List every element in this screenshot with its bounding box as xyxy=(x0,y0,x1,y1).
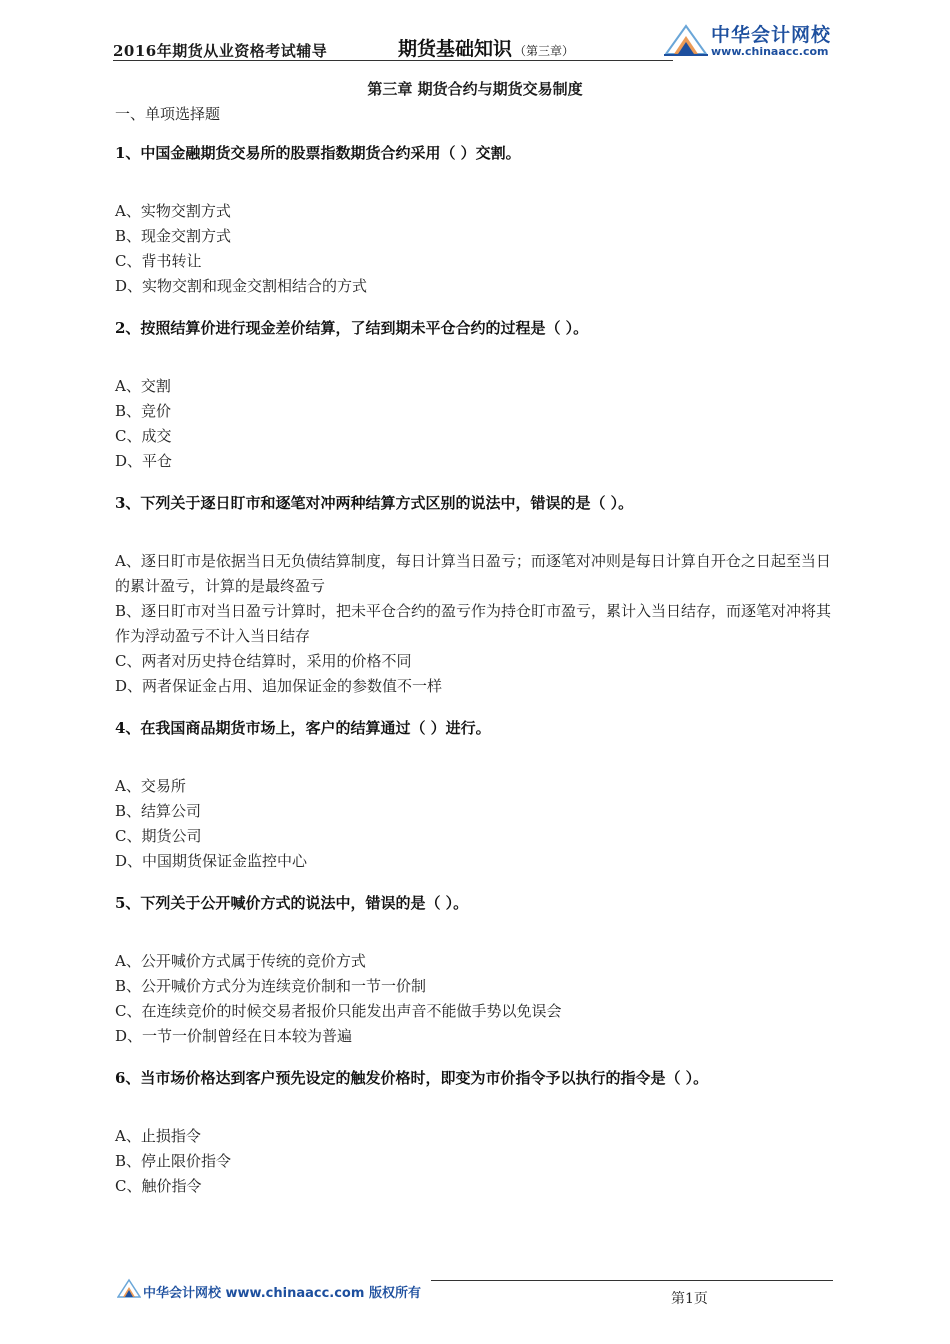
option: B、停止限价指令 xyxy=(115,1152,232,1170)
option-list xyxy=(115,1124,839,1199)
page-number: 第1页 xyxy=(671,1291,708,1307)
logo-url: www.chinaacc.com xyxy=(711,45,829,58)
question-2 xyxy=(115,315,839,474)
option: C、成交 xyxy=(115,427,172,445)
page-header xyxy=(113,18,838,64)
question-text: 6、当市场价格达到客户预先设定的触发价格时，即变为市价指令予以执行的指令是（ ）。 xyxy=(115,1069,709,1087)
question-text: 4、在我国商品期货市场上，客户的结算通过（ ）进行。 xyxy=(115,719,491,737)
option: A、交易所 xyxy=(115,777,186,795)
option-list xyxy=(115,199,839,299)
option: D、两者保证金占用、追加保证金的参数值不一样 xyxy=(115,677,443,695)
question-text: 3、下列关于逐日盯市和逐笔对冲两种结算方式区别的说法中，错误的是（ ）。 xyxy=(115,494,634,512)
option: C、两者对历史持仓结算时，采用的价格不同 xyxy=(115,652,412,670)
option: B、竞价 xyxy=(115,402,172,420)
header-rule xyxy=(113,60,673,61)
option: B、现金交割方式 xyxy=(115,227,232,245)
exam-name: 2016年期货从业资格考试辅导 xyxy=(113,42,328,60)
option-list xyxy=(115,374,839,474)
question-3 xyxy=(115,490,839,699)
option-list xyxy=(115,549,839,699)
question-list xyxy=(115,140,839,1215)
chapter-title: 第三章 期货合约与期货交易制度 xyxy=(367,80,583,98)
option: A、实物交割方式 xyxy=(115,202,231,220)
site-logo xyxy=(664,18,840,60)
option-list xyxy=(115,949,839,1049)
option: C、在连续竞价的时候交易者报价只能发出声音不能做手势以免误会 xyxy=(115,1002,562,1020)
chinaacc-logo-icon xyxy=(664,22,708,56)
option-list xyxy=(115,774,839,874)
question-text: 5、下列关于公开喊价方式的说法中，错误的是（ ）。 xyxy=(115,894,469,912)
option: A、止损指令 xyxy=(115,1127,201,1145)
option: B、结算公司 xyxy=(115,802,202,820)
option: B、公开喊价方式分为连续竞价制和一节一价制 xyxy=(115,977,427,995)
course-title xyxy=(398,34,574,61)
option: D、一节一价制曾经在日本较为普遍 xyxy=(115,1027,353,1045)
logo-name: 中华会计网校 xyxy=(711,24,832,46)
option: B、逐日盯市对当日盈亏计算时，把未平仓合约的盈亏作为持仓盯市盈亏，累计入当日结存，而逐笔对冲将其作为浮动盈亏不计入当日结存 xyxy=(115,602,832,645)
question-1 xyxy=(115,140,839,299)
question-5 xyxy=(115,890,839,1049)
question-4 xyxy=(115,715,839,874)
option: D、中国期货保证金监控中心 xyxy=(115,852,308,870)
option: D、实物交割和现金交割相结合的方式 xyxy=(115,277,368,295)
option: C、期货公司 xyxy=(115,827,202,845)
page-footer xyxy=(113,1272,838,1312)
question-text: 2、按照结算价进行现金差价结算，了结到期未平仓合约的过程是（ ）。 xyxy=(115,319,589,337)
copyright-text: 中华会计网校 www.chinaacc.com 版权所有 xyxy=(143,1286,421,1301)
option: A、公开喊价方式属于传统的竞价方式 xyxy=(115,952,366,970)
question-text: 1、中国金融期货交易所的股票指数期货合约采用（ ）交割。 xyxy=(115,144,521,162)
course-title-text: 期货基础知识 xyxy=(398,38,513,60)
question-6 xyxy=(115,1065,839,1199)
chapter-label: （第三章） xyxy=(514,44,575,58)
footer-logo-icon xyxy=(117,1278,141,1298)
section-title: 一、单项选择题 xyxy=(115,105,221,123)
option: C、背书转让 xyxy=(115,252,202,270)
option: D、平仓 xyxy=(115,452,173,470)
option: A、逐日盯市是依据当日无负债结算制度，每日计算当日盈亏；而逐笔对冲则是每日计算自开仓之日起至当日的累计盈亏，计算的是最终盈亏 xyxy=(115,552,831,595)
footer-rule xyxy=(431,1280,833,1281)
option: C、触价指令 xyxy=(115,1177,202,1195)
option: A、交割 xyxy=(115,377,171,395)
